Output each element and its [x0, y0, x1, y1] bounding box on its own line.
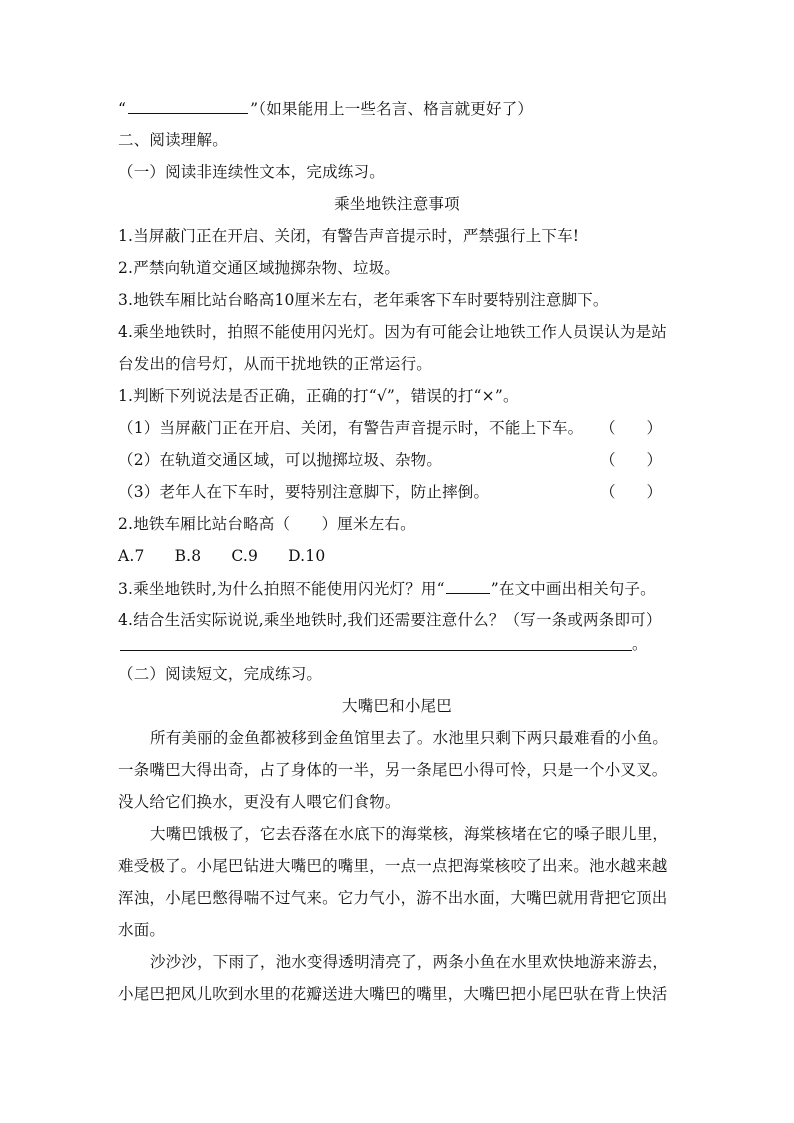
story-line: 小尾巴把风儿吹到水里的花瓣送进大嘴巴的嘴里，大嘴巴把小尾巴驮在背上快活 — [118, 985, 668, 1003]
q1-item: （2）在轨道交通区域，可以抛掷垃圾、杂物。 — [118, 451, 443, 469]
q3-after: ”在文中画出相关句子。 — [490, 580, 656, 598]
q1-answer-bracket[interactable]: （ ） — [600, 419, 663, 437]
rule-line: 4.乘坐地铁时，拍照不能使用闪光灯。因为有可能会让地铁工作人员误认为是站 — [118, 323, 667, 341]
q1-answer-bracket[interactable]: （ ） — [600, 451, 663, 469]
part2-title: 大嘴巴和小尾巴 — [342, 697, 452, 715]
option-b[interactable]: B.8 — [174, 547, 202, 565]
option-a[interactable]: A.7 — [118, 547, 145, 565]
part1-title: 乘坐地铁注意事项 — [334, 195, 460, 213]
story-line: 难受极了。小尾巴钻进大嘴巴的嘴里，一点一点把海棠核咬了出来。池水越来越 — [118, 857, 668, 875]
q2-stem: 2.地铁车厢比站台略高（ ）厘米左右。 — [118, 515, 416, 533]
q1-item: （1）当屏蔽门正在开启、关闭，有警告声音提示时，不能上下车。 — [118, 419, 584, 437]
quote-answer-line — [118, 97, 533, 120]
rule-line: 2.严禁向轨道交通区域抛掷杂物、垃圾。 — [118, 259, 401, 277]
story-line: 所有美丽的金鱼都被移到金鱼馆里去了。水池里只剩下两只最难看的小鱼。 — [150, 729, 669, 747]
part1-instruction: （一）阅读非连续性文本，完成练习。 — [118, 163, 385, 181]
q4-stem: 4.结合生活实际说说,乘坐地铁时,我们还需要注意什么？（写一条或两条即可） — [118, 611, 662, 629]
q2-options — [118, 545, 355, 567]
story-line: 一条嘴巴大得出奇，占了身体的一半，另一条尾巴小得可怜，只是一个小叉叉。 — [118, 761, 668, 779]
part2-instruction: （二）阅读短文，完成练习。 — [118, 665, 323, 683]
underline-mark-sample — [446, 577, 490, 594]
q4-end-mark: 。 — [632, 635, 648, 653]
q1-item: （3）老年人在下车时，要特别注意脚下，防止摔倒。 — [118, 483, 490, 501]
q4-answer-line[interactable] — [120, 650, 632, 651]
quote-open: “ — [118, 100, 127, 118]
story-line: 大嘴巴饿极了，它去吞落在水底下的海棠核，海棠核堵在它的嗓子眼儿里， — [150, 825, 669, 843]
q3-before: 3.乘坐地铁时,为什么拍照不能使用闪光灯？用“ — [118, 580, 445, 598]
quote-close-hint: ”（如果能用上一些名言、格言就更好了） — [250, 100, 534, 118]
story-line: 浑浊，小尾巴憋得喘不过气来。它力气小，游不出水面，大嘴巴就用背把它顶出 — [118, 889, 668, 907]
section-heading: 二、阅读理解。 — [118, 131, 228, 149]
rule-line: 1.当屏蔽门正在开启、关闭，有警告声音提示时，严禁强行上下车! — [118, 227, 580, 245]
story-line: 水面。 — [118, 921, 166, 939]
rule-line: 台发出的信号灯，从而干扰地铁的正常运行。 — [118, 355, 433, 373]
option-c[interactable]: C.9 — [231, 547, 259, 565]
story-line: 没人给它们换水，更没有人喂它们食物。 — [118, 793, 401, 811]
q1-stem: 1.判断下列说法是否正确，正确的打“√”，错误的打“×”。 — [118, 387, 519, 405]
option-d[interactable]: D.10 — [288, 547, 326, 565]
q1-answer-bracket[interactable]: （ ） — [600, 483, 663, 501]
quote-blank[interactable] — [128, 97, 248, 114]
q3-line — [118, 577, 656, 600]
story-line: 沙沙沙，下雨了，池水变得透明清亮了，两条小鱼在水里欢快地游来游去， — [150, 953, 669, 971]
rule-line: 3.地铁车厢比站台略高10厘米左右，老年乘客下车时要特别注意脚下。 — [118, 291, 609, 309]
